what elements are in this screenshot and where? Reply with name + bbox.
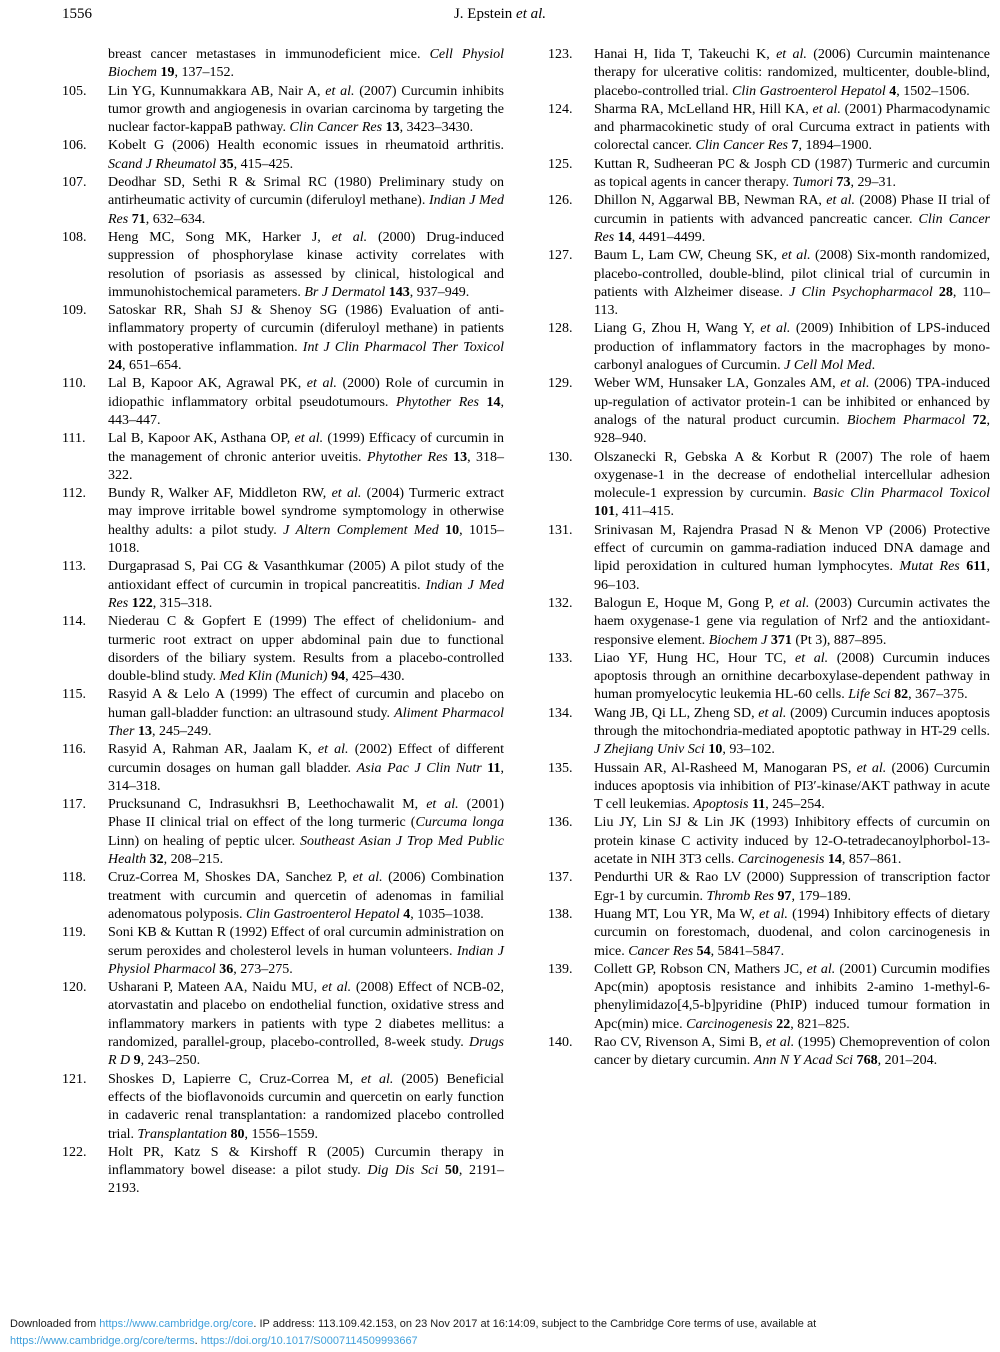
reference-text: , 315–318. <box>152 595 213 611</box>
reference-italic-text: Clin Gastroenterol Hepatol <box>246 906 400 922</box>
reference-text: (2009) Inhibition of LPS-induced production of inflammatory factors in the macrophages by mono-carbonyl analogues of Curcumin. <box>594 321 990 374</box>
reference-item <box>62 137 504 174</box>
reference-text: , 928–940. <box>594 412 990 447</box>
reference-text: , 2191–2193. <box>108 1163 505 1197</box>
reference-item <box>62 686 504 741</box>
reference-text: , 137–152. <box>174 65 234 81</box>
reference-text: Liao YF, Hung HC, Hour TC, <box>594 650 795 666</box>
reference-item <box>62 83 504 138</box>
reference-volume: 82 <box>894 687 909 703</box>
reference-text: (2002) Effect of different curcumin dosages on human gall bladder. <box>108 742 504 776</box>
reference-item <box>62 741 504 796</box>
reference-item <box>62 1071 504 1144</box>
references-section <box>62 46 990 1199</box>
reference-text: , 411–415. <box>615 504 674 520</box>
reference-italic-text: Indian J Med Res <box>108 577 504 611</box>
reference-text: , 4491–4499. <box>631 229 706 245</box>
reference-text: (2008) Six-month randomized, placebo-controlled, double-blind, pilot clinical trial of curcumin in patients with Alzheimer disease. <box>594 248 990 300</box>
reference-italic-text: et al. <box>306 376 337 392</box>
reference-volume: 371 <box>770 632 792 648</box>
reference-text: (2008) Curcumin induces apoptosis through an ornithine decarboxylase-dependent pathway in human promyelocytic leukemia HL-60 cells. <box>594 650 990 703</box>
reference-item <box>548 522 990 595</box>
reference-italic-text: Apoptosis <box>693 797 749 813</box>
reference-text: Huang MT, Lou YR, Ma W, <box>594 906 760 922</box>
footer-doi-link[interactable]: https://doi.org/10.1017/S0007114509993667 <box>200 1335 418 1347</box>
reference-volume: 14 <box>617 229 632 245</box>
reference-number: 132. <box>548 595 573 611</box>
reference-item <box>62 485 504 558</box>
reference-number: 128. <box>548 321 573 337</box>
reference-item <box>62 869 504 924</box>
reference-italic-text: Clin Cancer Res <box>594 211 990 245</box>
footer-core-link[interactable]: https://www.cambridge.org/core <box>99 1318 254 1330</box>
reference-text: (2009) Curcumin induces apoptosis through the mitochondria-mediated apoptotic pathway in HT-29 cells. <box>594 705 990 739</box>
reference-text: , 273–275. <box>233 961 293 977</box>
reference-italic-text: et al. <box>294 431 324 447</box>
reference-italic-text: et al. <box>426 797 459 813</box>
reference-volume: 35 <box>219 156 234 172</box>
reference-number: 126. <box>548 193 573 209</box>
reference-text: , 245–249. <box>151 723 212 739</box>
reference-italic-text: et al. <box>856 760 887 776</box>
reference-italic-text: Life Sci <box>848 687 891 703</box>
reference-text: , 415–425. <box>233 156 294 172</box>
reference-number: 117. <box>62 797 86 813</box>
reference-text: (2006) TPA-induced up-regulation of activator protein-1 can be inhibited or enhanced by analogs of the natural product curcumin. <box>594 376 991 428</box>
reference-italic-text: et al. <box>760 321 791 337</box>
reference-item <box>548 595 990 650</box>
reference-number: 125. <box>548 156 573 172</box>
reference-text: , 201–204. <box>877 1053 938 1069</box>
reference-volume: 24 <box>108 358 122 374</box>
reference-text: , 29–31. <box>850 175 896 191</box>
reference-italic-text: Asia Pac J Clin Nutr <box>356 760 482 776</box>
reference-item <box>62 613 504 686</box>
reference-text: , 314–318. <box>108 760 504 794</box>
reference-number: 139. <box>548 961 573 977</box>
reference-item <box>548 961 990 1034</box>
reference-number: 124. <box>548 101 573 117</box>
reference-number: 111. <box>62 431 86 447</box>
reference-item <box>548 46 990 101</box>
reference-text: Usharani P, Mateen AA, Naidu MU, <box>108 980 322 996</box>
reference-text: Prucksunand C, Indrasukhsri B, Leethochawalit M, <box>108 797 427 813</box>
reference-italic-text: et al. <box>812 101 841 117</box>
reference-italic-text: et al. <box>826 193 856 209</box>
reference-text: Niederau C & Gopfert E (1999) The effect of chelidonium- and turmeric root extract on upper abdominal pain due to functional disorders of the biliary system. Results from a placebo-controlled double-blind study. <box>108 614 504 685</box>
reference-volume: 7 <box>791 138 799 154</box>
reference-volume: 13 <box>453 449 468 465</box>
reference-volume: 122 <box>131 595 153 611</box>
reference-text: Heng MC, Song MK, Harker J, <box>108 229 332 245</box>
reference-number: 118. <box>62 870 86 886</box>
reference-number: 133. <box>548 650 573 666</box>
reference-volume: 94 <box>331 669 346 685</box>
reference-number: 122. <box>62 1144 87 1160</box>
reference-volume: 4 <box>403 906 411 922</box>
reference-text: Holt PR, Katz S & Kirshoff R (2005) Curcumin therapy in inflammatory bowel disease: a pilot study. <box>108 1144 504 1179</box>
reference-volume: 14 <box>827 852 842 868</box>
reference-text: Pendurthi UR & Rao LV (2000) Suppression of transcription factor Egr-1 by curcumin. <box>594 870 990 904</box>
footer-separator: . <box>194 1335 201 1347</box>
reference-text: , 96–103. <box>594 559 991 593</box>
reference-text: Soni KB & Kuttan R (1992) Effect of oral curcumin administration on serum peroxides and cholesterol levels in human volunteers. <box>108 925 504 959</box>
reference-italic-text: et al. <box>806 961 836 977</box>
reference-number: 107. <box>62 175 87 191</box>
reference-text: , 1502–1506. <box>896 83 970 99</box>
reference-italic-text: Clin Cancer Res <box>695 138 788 154</box>
footer-terms-link[interactable]: https://www.cambridge.org/core/terms <box>10 1335 195 1347</box>
reference-text: Dhillon N, Aggarwal BB, Newman RA, <box>594 193 827 209</box>
reference-number: 123. <box>548 47 573 62</box>
reference-italic-text: Med Klin (Munich) <box>219 669 328 685</box>
reference-volume: 73 <box>836 175 851 191</box>
reference-text: , 367–375. <box>908 687 968 703</box>
reference-number: 108. <box>62 229 87 245</box>
reference-italic-text: Biochem J <box>708 632 768 648</box>
reference-text: Hanai H, Iida T, Takeuchi K, <box>594 47 777 62</box>
reference-italic-text: Carcinogenesis <box>686 1016 773 1032</box>
reference-text: , 443–447. <box>108 394 504 428</box>
page-number: 1556 <box>62 6 92 22</box>
reference-number: 106. <box>62 138 87 154</box>
reference-text: Lin YG, Kunnumakkara AB, Nair A, <box>108 83 326 99</box>
reference-italic-text: Cancer Res <box>628 943 694 959</box>
reference-italic-text: Southeast Asian J Trop Med Public Health <box>108 833 504 868</box>
reference-volume: 10 <box>445 522 460 538</box>
reference-italic-text: Int J Clin Pharmacol Ther Toxicol <box>302 339 504 355</box>
reference-volume: 97 <box>777 888 792 904</box>
reference-italic-text: Phytother Res <box>366 449 448 465</box>
reference-italic-text: et al. <box>352 870 383 886</box>
reference-number: 134. <box>548 705 573 721</box>
reference-item <box>548 320 990 375</box>
reference-item <box>62 174 504 229</box>
reference-text: , 110–113. <box>594 284 991 319</box>
reference-italic-text: Aliment Pharmacol Ther <box>108 705 504 739</box>
reference-text: Rasyid A & Lelo A (1999) The effect of curcumin and placebo on human gall-bladder function: an ultrasound study. <box>108 687 504 721</box>
reference-italic-text: Indian J Med Res <box>108 193 504 227</box>
reference-text: , 3423–3430. <box>399 120 474 136</box>
reference-text: , 1035–1038. <box>410 906 484 922</box>
reference-volume: 19 <box>160 65 175 81</box>
references-column-right <box>548 46 990 1199</box>
reference-number: 131. <box>548 522 573 538</box>
reference-text: Durgaprasad S, Pai CG & Vasanthkumar (2005) A pilot study of the antioxidant effect of curcumin in tropical pancreatitis. <box>108 559 504 593</box>
reference-text: , 179–189. <box>791 888 852 904</box>
reference-number: 105. <box>62 83 87 99</box>
reference-item <box>62 229 504 302</box>
reference-text: , 208–215. <box>163 852 224 868</box>
reference-italic-text: et al. <box>317 742 349 758</box>
reference-italic-text: et al. <box>360 1071 394 1087</box>
reference-text: , 318–322. <box>108 449 505 483</box>
reference-volume: 11 <box>487 760 501 776</box>
reference-italic-text: et al. <box>758 705 787 721</box>
reference-item <box>548 192 990 247</box>
reference-text: , 1015–1018. <box>108 522 504 557</box>
reference-italic-text: Biochem Pharmacol <box>846 412 966 428</box>
reference-italic-text: J Zhejiang Univ Sci <box>594 742 705 758</box>
reference-text: (2006) Combination treatment with curcumin and quercetin of adenomas in familial adenomatous polyposis. <box>108 870 504 922</box>
reference-text: Satoskar RR, Shah SJ & Shenoy SG (1986) Evaluation of anti-inflammatory property of curcumin (diferuloyl methane) in patients with postoperative inflammation. <box>108 303 504 355</box>
reference-text: , 5841–5847. <box>710 943 785 959</box>
footer-line-2 <box>10 1333 992 1350</box>
reference-volume: 36 <box>219 961 234 977</box>
reference-item <box>62 302 504 375</box>
footer-ip-statement: . IP address: 113.109.42.153, on 23 Nov 2017 at 16:14:09, subject to the Cambridge Core terms of use, available at <box>253 1318 817 1330</box>
reference-text: Baum L, Lam CW, Cheung SK, <box>594 248 782 264</box>
reference-italic-text: et al. <box>781 248 811 264</box>
footer-downloaded-from: Downloaded from <box>10 1318 100 1330</box>
reference-number: 127. <box>548 248 573 264</box>
reference-volume: 32 <box>149 852 164 868</box>
reference-volume: 143 <box>388 284 410 300</box>
reference-text: (2000) Drug-induced suppression of phosphorylase kinase activity correlates with resolution of psoriasis as assessed by clinical, histological and immunohistochemical parameters. <box>108 229 504 300</box>
reference-number: 119. <box>62 925 86 941</box>
reference-text: (2006) Curcumin maintenance therapy for ulcerative colitis: randomized, multicenter, double-blind, placebo-controlled trial. <box>594 47 990 99</box>
reference-italic-text: et al. <box>331 229 368 245</box>
reference-text <box>438 1163 445 1178</box>
reference-text: Kuttan R, Sudheeran PC & Josph CD (1987) Turmeric and curcumin as topical agents in cancer therapy. <box>594 156 990 191</box>
running-title-etal: et al. <box>516 6 547 22</box>
reference-italic-text: et al. <box>795 650 829 666</box>
reference-text <box>479 395 487 410</box>
reference-text: (2001) Pharmacodynamic and pharmacokinetic study of oral Curcuma extract in patients with colorectal cancer. <box>594 101 990 154</box>
reference-text: Srinivasan M, Rajendra Prasad N & Menon VP (2006) Protective effect of curcumin on gamma-radiation induced DNA damage and lipid peroxidation in cultured human lymphocytes. <box>594 522 990 575</box>
reference-text: Shoskes D, Lapierre C, Cruz-Correa M, <box>108 1071 361 1087</box>
reference-item <box>62 430 504 485</box>
reference-text: . <box>871 358 876 374</box>
reference-volume: 13 <box>385 120 400 136</box>
reference-number: 120. <box>62 980 87 996</box>
reference-volume: 768 <box>856 1053 878 1069</box>
reference-text: (2008) Phase II trial of curcumin in patients with advanced pancreatic cancer. <box>594 193 991 227</box>
reference-volume: 611 <box>966 559 987 575</box>
reference-text: Liang G, Zhou H, Wang Y, <box>594 321 761 337</box>
running-title-authors: J. Epstein <box>453 6 517 22</box>
reference-text: Lal B, Kapoor AK, Asthana OP, <box>108 431 295 447</box>
reference-volume: 80 <box>230 1126 245 1142</box>
reference-italic-text: et al. <box>759 906 788 922</box>
reference-text: Olszanecki R, Gebska A & Korbut R (2007) The role of haem oxygenase-1 in the decrease of endothelial intercellular adhesion molecule-1 expression by curcumin. <box>594 449 990 502</box>
reference-italic-text: Clin Cancer Res <box>289 120 383 136</box>
reference-text: Balogun E, Hoque M, Gong P, <box>594 595 780 611</box>
reference-item <box>548 906 990 961</box>
reference-italic-text: et al. <box>765 1035 795 1051</box>
reference-italic-text: Basic Clin Pharmacol Toxicol <box>812 486 990 502</box>
reference-italic-text: Cell Physiol Biochem <box>108 47 504 81</box>
reference-item <box>62 1144 504 1199</box>
reference-text: , 245–254. <box>765 797 825 813</box>
footer <box>10 1316 992 1350</box>
reference-item <box>548 814 990 869</box>
reference-number: 115. <box>62 687 86 703</box>
reference-item <box>548 869 990 906</box>
reference-text: (2008) Effect of NCB-02, atorvastatin and placebo on endothelial function, oxidative stress and inflammatory markers in patients with type 2 diabetes mellitus: a randomized, parallel-group, placebo-controlled, 8-week study. <box>108 980 504 1051</box>
reference-italic-text: Clin Gastroenterol Hepatol <box>732 83 886 99</box>
reference-text: Bundy R, Walker AF, Middleton RW, <box>108 486 332 502</box>
reference-item <box>62 558 504 613</box>
reference-number: 121. <box>62 1071 87 1087</box>
reference-item <box>548 156 990 193</box>
reference-italic-text: J Cell Mol Med <box>784 358 872 374</box>
reference-text: (1995) Chemoprevention of colon cancer by dietary curcumin. <box>594 1035 991 1069</box>
reference-italic-text: Transplantation <box>137 1126 228 1142</box>
reference-italic-text: Dig Dis Sci <box>367 1163 439 1179</box>
reference-volume: 13 <box>137 723 152 739</box>
reference-text: , 857–861. <box>841 852 902 868</box>
reference-text: , 425–430. <box>345 669 405 685</box>
reference-text: , 93–102. <box>722 742 775 758</box>
reference-italic-text: et al. <box>776 47 807 62</box>
reference-italic-text: et al. <box>779 595 810 611</box>
reference-number: 110. <box>62 376 86 392</box>
reference-item <box>548 1034 990 1071</box>
reference-italic-text: et al. <box>840 376 870 392</box>
reference-text: Hussain AR, Al-Rasheed M, Manogaran PS, <box>594 760 857 776</box>
reference-italic-text: Carcinogenesis <box>737 852 825 868</box>
reference-item <box>548 247 990 320</box>
reference-item <box>62 375 504 430</box>
reference-italic-text: Curcuma longa <box>415 815 505 831</box>
reference-volume: 50 <box>444 1163 459 1179</box>
reference-italic-text: et al. <box>325 83 355 99</box>
reference-volume: 11 <box>752 797 766 813</box>
reference-italic-text: Drugs R D <box>108 1035 504 1069</box>
reference-text: Lal B, Kapoor AK, Agrawal PK, <box>108 376 307 392</box>
reference-item <box>548 760 990 815</box>
reference-number: 113. <box>62 559 86 575</box>
reference-text: (2007) Curcumin inhibits tumor growth and angiogenesis in ovarian carcinoma by targeting the nuclear factor-kappaB pathway. <box>108 83 504 136</box>
reference-italic-text: J Altern Complement Med <box>283 522 439 538</box>
reference-text: Wang JB, Qi LL, Zheng SD, <box>594 705 759 721</box>
reference-text: (2000) Role of curcumin in idiopathic inflammatory orbital pseudotumours. <box>108 376 504 410</box>
reference-number: 116. <box>62 742 86 758</box>
reference-text: breast cancer metastases in immunodeficient mice. <box>108 47 430 62</box>
reference-text: Rao CV, Rivenson A, Simi B, <box>594 1035 766 1051</box>
reference-italic-text: Phytother Res <box>395 394 479 410</box>
reference-number: 112. <box>62 486 86 502</box>
reference-text: Sharma RA, McLelland HR, Hill KA, <box>594 101 813 117</box>
reference-item <box>62 46 504 83</box>
reference-text: , 243–250. <box>140 1053 201 1069</box>
reference-text: (2006) Curcumin induces apoptosis via inhibition of PI3′-kinase/AKT pathway in acute T cell leukemias. <box>594 760 990 813</box>
reference-italic-text: et al. <box>321 980 352 996</box>
reference-volume: 28 <box>938 284 953 300</box>
reference-text: Collett GP, Robson CN, Mathers JC, <box>594 961 807 977</box>
reference-text: (2003) Curcumin activates the haem oxygenase-1 gene via regulation of Nrf2 and the antioxidant-responsive element. <box>594 595 990 648</box>
reference-italic-text: Scand J Rheumatol <box>108 156 217 172</box>
reference-text: , 937–949. <box>409 284 470 300</box>
reference-number: 109. <box>62 303 87 319</box>
reference-volume: 4 <box>889 83 897 99</box>
reference-volume: 22 <box>776 1016 791 1032</box>
reference-volume: 71 <box>131 211 146 227</box>
footer-line-1 <box>10 1316 992 1333</box>
reference-item <box>548 375 990 448</box>
reference-number: 140. <box>548 1035 573 1051</box>
reference-text: Rasyid A, Rahman AR, Jaalam K, <box>108 742 318 758</box>
reference-italic-text: et al. <box>331 486 362 502</box>
running-title <box>0 6 1000 23</box>
reference-text: , 632–634. <box>145 211 206 227</box>
reference-volume: 9 <box>133 1053 141 1069</box>
reference-text: Linn) on healing of peptic ulcer. <box>108 833 301 849</box>
reference-text: , 821–825. <box>790 1016 850 1032</box>
reference-volume: 101 <box>594 504 615 520</box>
reference-volume: 10 <box>708 742 723 758</box>
reference-item <box>62 796 504 869</box>
reference-item <box>548 650 990 705</box>
reference-text: Cruz-Correa M, Shoskes DA, Sanchez P, <box>108 870 353 886</box>
reference-text: (2005) Beneficial effects of the bioflavonoids curcumin and quercetin on early function in cadaveric renal transplantation: a randomized placebo controlled trial. <box>108 1071 504 1142</box>
reference-text: , 651–654. <box>122 358 182 374</box>
reference-number: 138. <box>548 906 573 922</box>
reference-number: 114. <box>62 614 86 630</box>
reference-number: 137. <box>548 870 573 886</box>
reference-text: (1999) Efficacy of curcumin in the management of chronic anterior uveitis. <box>108 431 504 465</box>
reference-item <box>548 101 990 156</box>
reference-italic-text: J Clin Psychopharmacol <box>789 284 933 300</box>
reference-text: , 1894–1900. <box>798 138 872 154</box>
reference-italic-text: Indian J Physiol Pharmacol <box>108 943 504 977</box>
reference-number: 135. <box>548 760 573 776</box>
reference-text: (2004) Turmeric extract may improve irritable bowel syndrome symptomology in otherwise healthy adults: a pilot study. <box>108 486 504 538</box>
reference-text: Kobelt G (2006) Health economic issues in rheumatoid arthritis. <box>108 138 504 154</box>
reference-number: 136. <box>548 815 573 831</box>
reference-italic-text: Br J Dermatol <box>304 284 386 300</box>
references-column-left <box>62 46 504 1199</box>
reference-text: , 1556–1559. <box>244 1126 319 1142</box>
reference-volume: 72 <box>972 412 987 428</box>
reference-text: (2001) Curcumin modifies Apc(min) apoptosis resistance and inhibits 2-amino 1-methyl-6-phenylimidazo[4,5-b]pyridine (PhIP) induced tumour formation in Apc(min) mice. <box>594 961 991 1032</box>
reference-text: Weber WM, Hunsaker LA, Gonzales AM, <box>594 376 841 392</box>
reference-italic-text: Tumori <box>792 175 833 191</box>
reference-italic-text: Ann N Y Acad Sci <box>753 1053 854 1069</box>
reference-number: 129. <box>548 376 573 392</box>
reference-item <box>548 449 990 522</box>
reference-italic-text: Thromb Res <box>706 888 775 904</box>
reference-item <box>548 705 990 760</box>
reference-text: (Pt 3), 887–895. <box>791 632 887 648</box>
reference-item <box>62 924 504 979</box>
reference-item <box>62 979 504 1070</box>
reference-number: 130. <box>548 449 573 465</box>
reference-volume: 14 <box>486 394 501 410</box>
reference-volume: 54 <box>696 943 711 959</box>
reference-text: (2001) Phase II clinical trial on effect of the long turmeric ( <box>108 797 505 831</box>
reference-text: Liu JY, Lin SJ & Lin JK (1993) Inhibitory effects of curcumin on protein kinase C activity induced by 12-O-tetradecanoylphorbol-13-acetate in NIH 3T3 cells. <box>594 815 990 868</box>
reference-italic-text: Mutat Res <box>899 559 960 575</box>
reference-text: (1994) Inhibitory effects of dietary curcumin on forestomach, duodenal, and colon carcinogenesis in mice. <box>594 906 991 959</box>
reference-text <box>965 413 972 428</box>
reference-text: Deodhar SD, Sethi R & Srimal RC (1980) Preliminary study on antirheumatic activity of curcumin (diferuloyl methane). <box>108 175 504 209</box>
